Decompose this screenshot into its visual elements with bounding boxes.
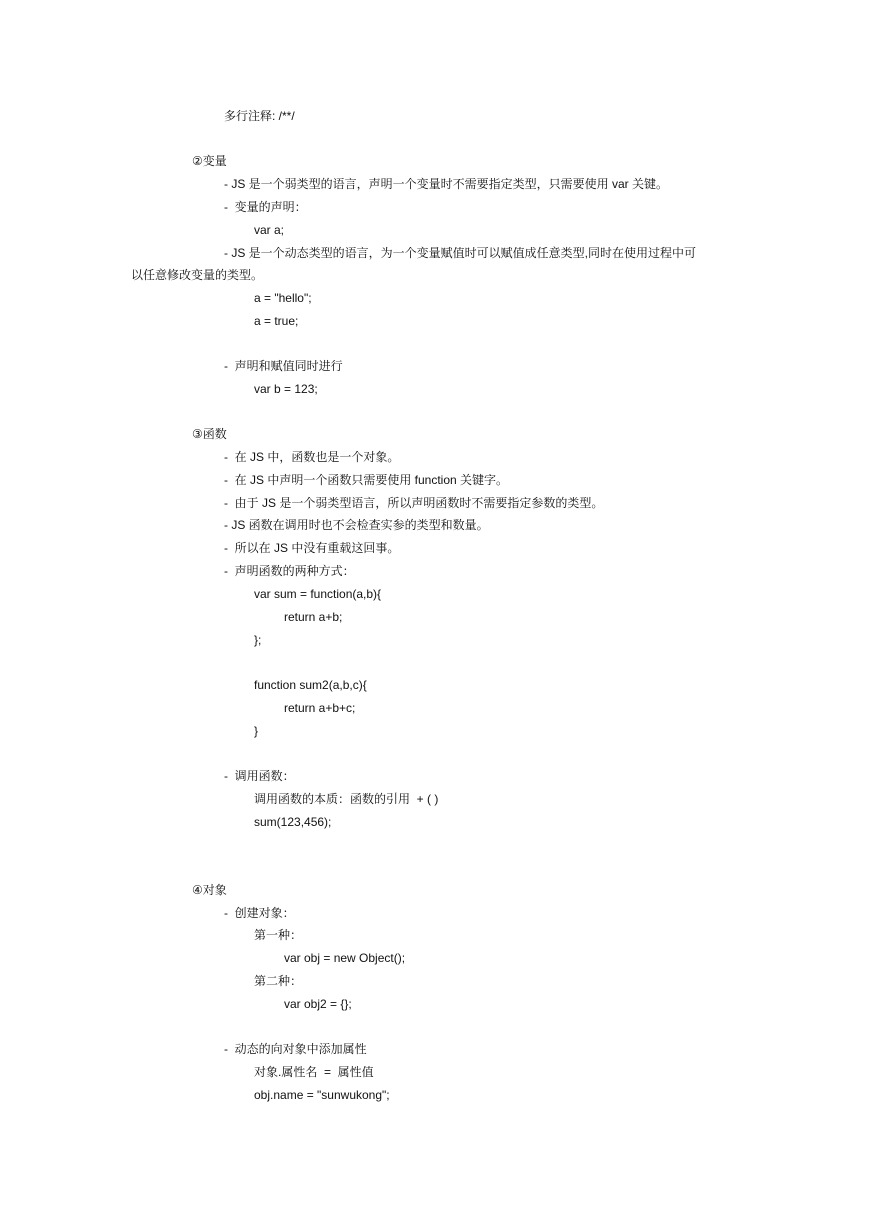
code-line: return a+b+c; xyxy=(284,701,356,715)
code-line: a = true; xyxy=(254,314,299,328)
text-line: - 在 JS 中声明一个函数只需要使用 function 关键字。 xyxy=(224,473,509,487)
text-line: - JS 函数在调用时也不会检查实参的类型和数量。 xyxy=(224,518,489,532)
text-line-wrapped: 以任意修改变量的类型。 xyxy=(131,268,264,282)
code-line: var sum = function(a,b){ xyxy=(254,587,382,601)
text-line: - 所以在 JS 中没有重载这回事。 xyxy=(224,541,400,555)
text-line: 第一种： xyxy=(254,928,303,942)
code-line: obj.name = "sunwukong"; xyxy=(254,1088,390,1102)
text-line: 第二种： xyxy=(254,974,303,988)
code-line: var obj2 = {}; xyxy=(284,997,352,1011)
text-line: 对象.属性名 = 属性值 xyxy=(254,1065,374,1079)
code-line: var b = 123; xyxy=(254,382,318,396)
text-line: - JS 是一个弱类型的语言，声明一个变量时不需要指定类型，只需要使用 var 关键。 xyxy=(224,177,669,191)
text-line: 调用函数的本质：函数的引用 + ( ) xyxy=(254,792,439,806)
text-line: - 变量的声明： xyxy=(224,200,307,214)
text-line: - 动态的向对象中添加属性 xyxy=(224,1042,367,1056)
code-line: } xyxy=(254,724,259,738)
text-line: - 由于 JS 是一个弱类型语言，所以声明函数时不需要指定参数的类型。 xyxy=(224,496,604,510)
text-line: - 创建对象： xyxy=(224,906,295,920)
section-heading-functions: ③函数 xyxy=(192,427,227,441)
multiline-comment-line: 多行注释: /**/ xyxy=(224,109,295,123)
code-line: return a+b; xyxy=(284,610,343,624)
code-line: function sum2(a,b,c){ xyxy=(254,678,367,692)
section-heading-objects: ④对象 xyxy=(192,883,227,897)
code-line: }; xyxy=(254,633,262,647)
code-line: var a; xyxy=(254,223,285,237)
text-line: - JS 是一个动态类型的语言，为一个变量赋值时可以赋值成任意类型,同时在使用过程中可 xyxy=(224,246,697,260)
code-line: var obj = new Object(); xyxy=(284,951,406,965)
code-line: a = "hello"; xyxy=(254,291,312,305)
text-line: - 调用函数： xyxy=(224,769,295,783)
section-heading-variables: ②变量 xyxy=(192,154,227,168)
code-line: sum(123,456); xyxy=(254,815,332,829)
text-line: - 在 JS 中，函数也是一个对象。 xyxy=(224,450,400,464)
text-line: - 声明函数的两种方式： xyxy=(224,564,355,578)
text-line: - 声明和赋值同时进行 xyxy=(224,359,343,373)
